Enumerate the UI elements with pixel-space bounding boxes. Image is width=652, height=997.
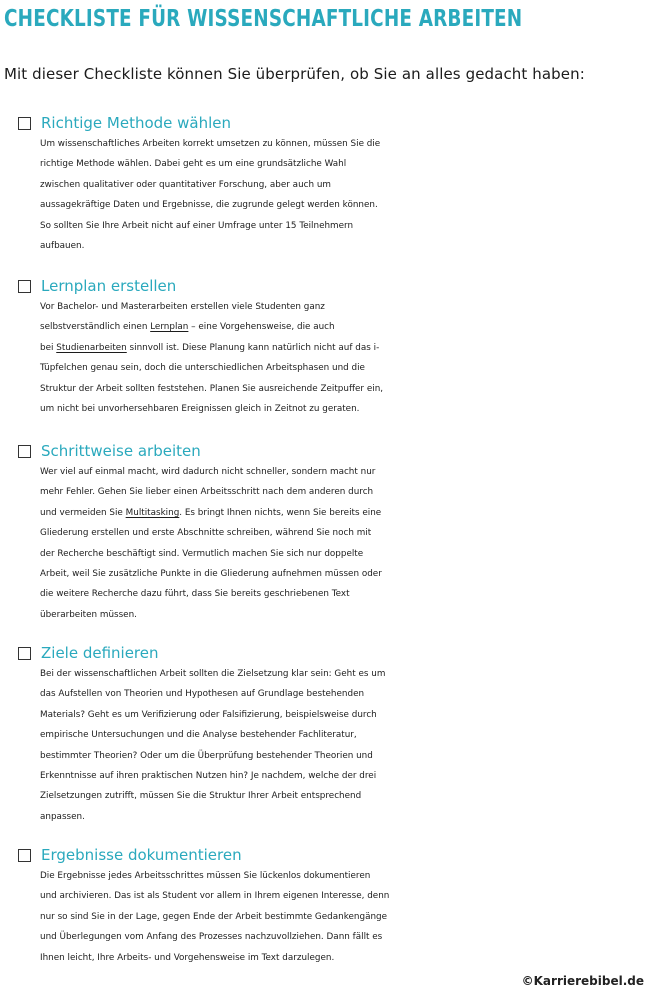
item-description: Um wissenschaftliches Arbeiten korrekt umsetzen zu können, müssen Sie die richtige Methode wählen. Dabei geht es um eine grundsätzliche Wahl zwischen qualitativer oder quantitativer Forschung, aber auch um aussagekräftige Daten und Ergebnisse, die zugrunde gelegt werden können. So sollten Sie Ihre Arbeit nicht auf einer Umfrage unter 15 Teilnehmern aufbauen. bbox=[40, 139, 381, 252]
item-description: Bei der wissenschaftlichen Arbeit sollten die Zielsetzung klar sein: Geht es um das Aufstellen von Theorien und Hypothesen auf Grundlage bestehenden Materials? Geht es um Verifizierung oder Falsifizierung, beispielsweise durch empirische Untersuchungen und die Analyse bestehender Fachliteratur, bestimmter Theorien? Oder um die Überprüfung bestehender Theorien und Erkenntnisse auf ihren praktischen Nutzen hin? Je nachdem, welche der drei Zielsetzungen zutrifft, müssen Sie die Struktur Ihrer Arbeit entsprechend anpassen. bbox=[40, 669, 386, 822]
item-description: Wer viel auf einmal macht, wird dadurch nicht schneller, sondern macht nur mehr Fehler. Gehen Sie lieber einen Arbeitsschritt nach dem anderen durch und vermeiden Sie Multitasking. Es bringt Ihnen nichts, wenn Sie bereits eine Gliederung erstellen und erste Abschnitte schreiben, während Sie noch mit der Recherche beschäftigt sind. Vermutlich machen Sie sich nur doppelte Arbeit, weil Sie zusätzliche Punkte in die Gliederung aufnehmen müssen oder die weitere Recherche dazu führt, dass Sie bereits geschriebenen Text überarbeiten müssen. bbox=[40, 467, 382, 620]
checkbox[interactable] bbox=[18, 445, 31, 458]
checklist-item-methode bbox=[18, 112, 648, 256]
checkbox[interactable] bbox=[18, 117, 31, 130]
item-title: Ziele definieren bbox=[41, 644, 159, 662]
checklist-item-lernplan bbox=[18, 275, 648, 419]
copyright-footer: ©Karrierebibel.de bbox=[521, 974, 644, 988]
checklist-item-schrittweise bbox=[18, 440, 648, 625]
link-lernplan[interactable]: Lernplan bbox=[150, 322, 189, 333]
page-title: CHECKLISTE FÜR WISSENSCHAFTLICHE ARBEITEN bbox=[4, 6, 523, 32]
checkbox[interactable] bbox=[18, 280, 31, 293]
checkbox[interactable] bbox=[18, 647, 31, 660]
checkbox[interactable] bbox=[18, 849, 31, 862]
item-title: Richtige Methode wählen bbox=[41, 114, 232, 132]
link-multitasking[interactable]: Multitasking bbox=[125, 507, 180, 518]
item-title: Ergebnisse dokumentieren bbox=[41, 846, 242, 864]
checklist-item-ziele bbox=[18, 642, 648, 827]
item-description: Vor Bachelor- und Masterarbeiten erstellen viele Studenten ganz selbstverständlich einen Lernplan – eine Vorgehensweise, die auch bei Studienarbeiten sinnvoll ist. Diese Planung kann natürlich nicht auf das i- Tüpfelchen genau sein, doch die unterschiedlichen Arbeitsphasen und die Struktur der Arbeit sollten feststehen. Planen Sie ausreichende Zeitpuffer ein, um nicht bei unvorhersehbaren Ereignissen gleich in Zeitnot zu geraten. bbox=[40, 302, 384, 415]
item-title: Lernplan erstellen bbox=[41, 277, 177, 295]
item-title: Schrittweise arbeiten bbox=[41, 442, 201, 460]
item-description: Die Ergebnisse jedes Arbeitsschrittes müssen Sie lückenlos dokumentieren und archivieren. Das ist als Student vor allem in Ihrem eigenen Interesse, denn nur so sind Sie in der Lage, gegen Ende der Arbeit bestimmte Gedankengänge und Überlegungen vom Anfang des Prozesses nachzuvollziehen. Dann fällt es Ihnen leicht, Ihre Arbeits- und Vorgehensweise im Text darzulegen. bbox=[40, 871, 390, 963]
intro-text: Mit dieser Checkliste können Sie überprüfen, ob Sie an alles gedacht haben: bbox=[4, 65, 585, 83]
link-studienarbeiten[interactable]: Studienarbeiten bbox=[56, 342, 127, 353]
checklist-item-ergebnisse bbox=[18, 844, 648, 968]
